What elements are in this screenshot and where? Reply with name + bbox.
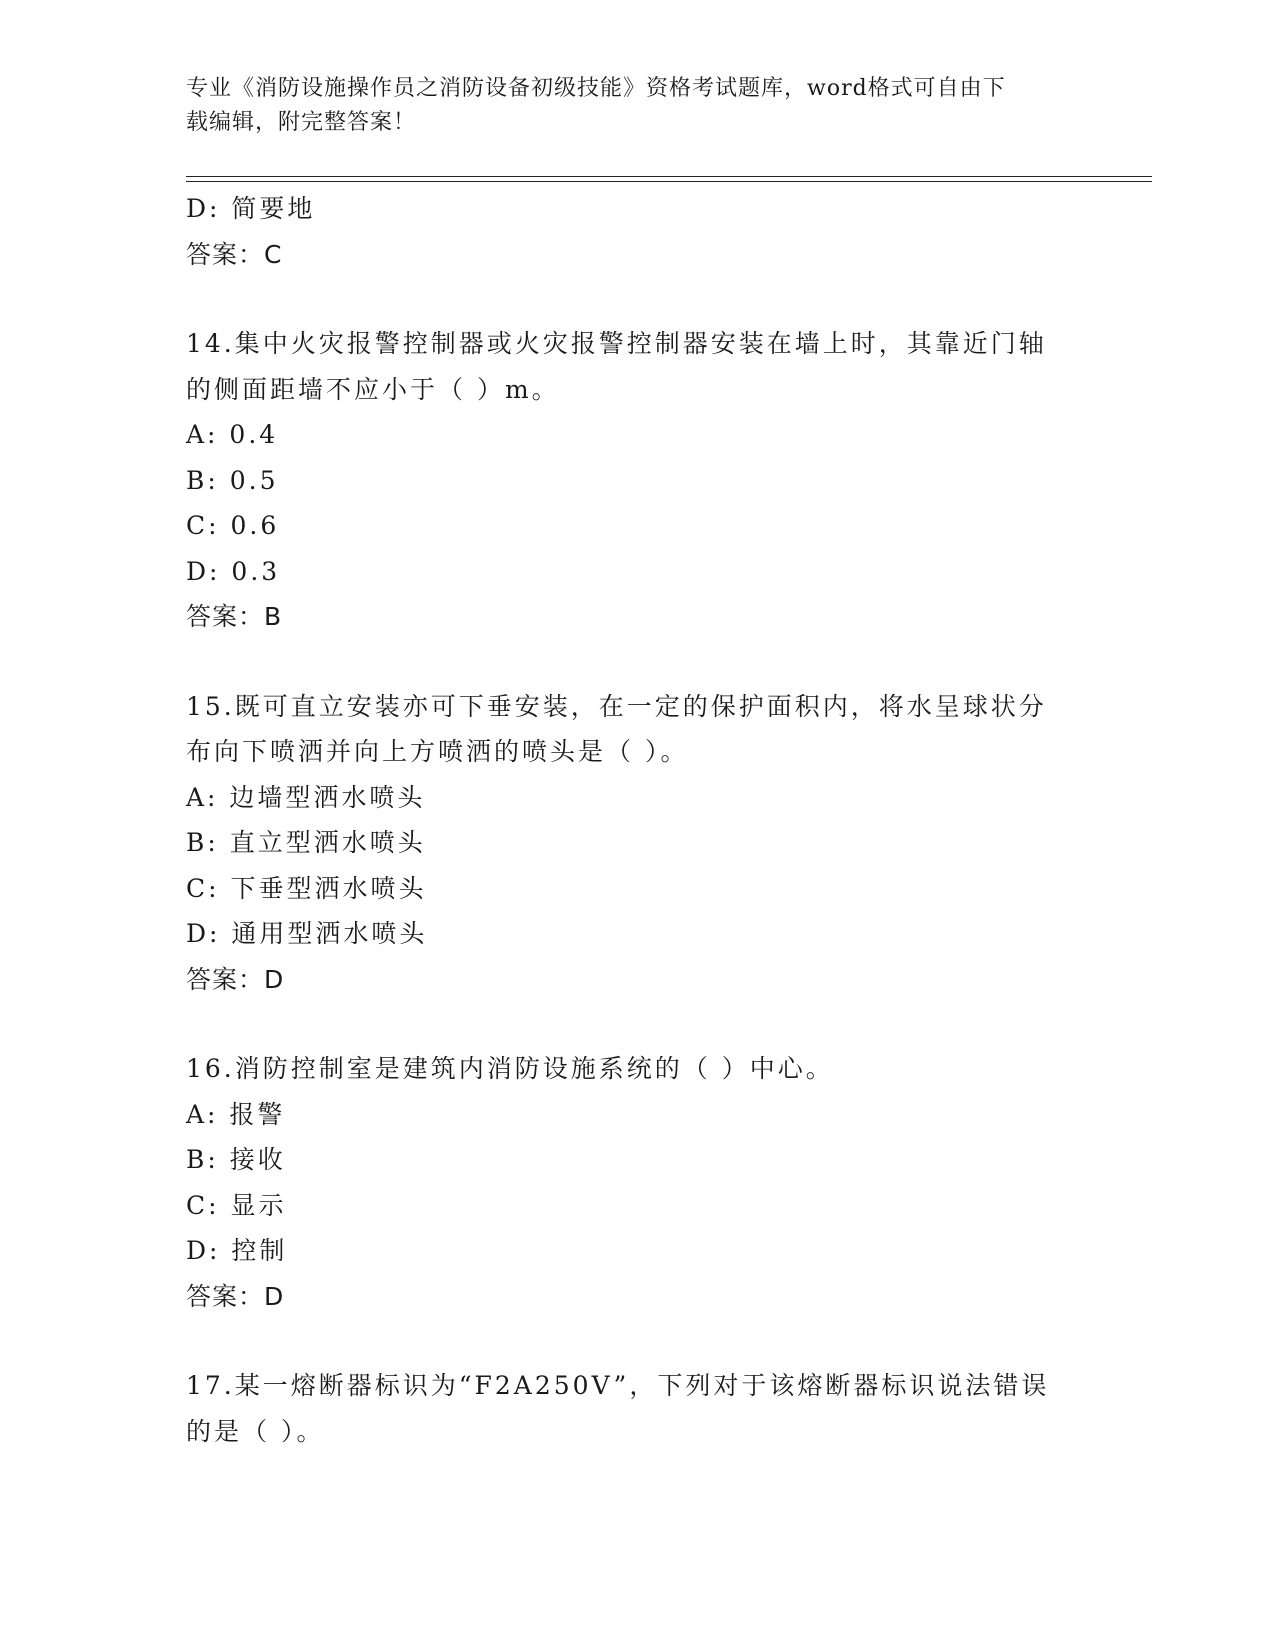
question-17 [186,1363,1116,1454]
question-stem-line: 17.某一熔断器标识为“F2A250V”，下列对于该熔断器标识说法错误 [186,1371,1050,1400]
option-b: B: 接收 [186,1145,286,1174]
answer-line: 答案：B [186,602,283,631]
option-a: A: 边墙型洒水喷头 [186,782,426,812]
option-a: A: 报警 [186,1099,286,1129]
option-b: B: 0.5 [186,465,279,495]
question-14 [186,321,1116,640]
option-c: C: 显示 [186,1190,287,1220]
question-content [186,186,1116,1454]
prev-option-d: D: 简要地 [186,194,316,223]
option-b: B: 直立型洒水喷头 [186,828,426,857]
question-stem-line: 的侧面距墙不应小于（ ）m。 [186,374,560,404]
question-15 [186,684,1116,1003]
page-header [186,72,1066,140]
prev-answer: 答案：C [186,239,283,269]
header-line-2: 载编辑，附完整答案！ [186,110,417,135]
option-a: A: 0.4 [186,420,279,449]
option-d: D: 通用型洒水喷头 [186,919,428,948]
question-stem-line: 布向下喷洒并向上方喷洒的喷头是（ ）。 [186,737,689,766]
question-stem-line: 14.集中火灾报警控制器或火灾报警控制器安装在墙上时，其靠近门轴 [186,329,1047,358]
option-d: D: 0.3 [186,556,281,586]
answer-line: 答案：D [186,964,285,994]
option-d: D: 控制 [186,1236,288,1265]
header-rule-top [186,176,1152,177]
header-rule-bottom [186,181,1152,182]
option-c: C: 0.6 [186,511,280,540]
question-stem-line: 的是（ ）。 [186,1416,325,1446]
header-line-1: 专业《消防设施操作员之消防设备初级技能》资格考试题库，word格式可自由下 [186,76,1006,101]
question-stem-line: 16.消防控制室是建筑内消防设施系统的（ ）中心。 [186,1054,834,1083]
question-stem-line: 15.既可直立安装亦可下垂安装，在一定的保护面积内，将水呈球状分 [186,691,1047,721]
answer-line: 答案：D [186,1281,285,1311]
question-16 [186,1046,1116,1319]
option-c: C: 下垂型洒水喷头 [186,873,427,903]
